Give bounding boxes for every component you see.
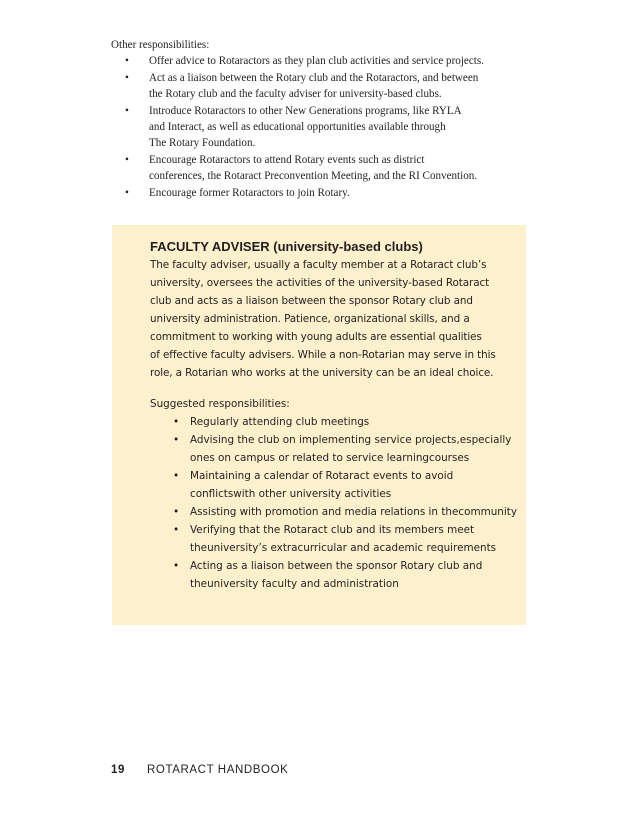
paragraph-line: The faculty adviser, usually a faculty member at a Rotaract club’s <box>150 259 487 271</box>
bullet-icon: • <box>173 416 180 428</box>
list-item <box>150 557 520 593</box>
list-item-line: with other university activities <box>233 488 392 500</box>
list-item <box>150 413 520 431</box>
list-item <box>150 521 520 557</box>
list-item-line: Regularly attending club meetings <box>190 416 370 428</box>
callout-title-main: FACULTY ADVISER <box>150 239 270 254</box>
bullet-icon: • <box>173 524 180 536</box>
list-item-line: Advising the club on implementing service projects, <box>190 434 460 446</box>
other-responsibilities-heading: Other responsibilities: <box>111 39 210 51</box>
bullet-icon: • <box>173 506 180 518</box>
bullet-icon: • <box>125 153 129 166</box>
list-item-line: university’s extracurricular and academic requirements <box>207 542 497 554</box>
list-item-line: The Rotary Foundation. <box>149 137 256 150</box>
list-item <box>111 70 541 103</box>
suggested-responsibilities-list <box>150 413 520 593</box>
list-item-line: community <box>458 506 517 518</box>
list-item <box>111 185 541 201</box>
other-responsibilities-list <box>111 53 541 201</box>
callout-paragraph <box>150 256 520 382</box>
paragraph-line: commitment to working with young adults are essential qualities <box>150 331 482 343</box>
suggested-responsibilities-heading: Suggested responsibilities: <box>150 398 290 410</box>
list-item <box>150 431 520 467</box>
paragraph-line: club and acts as a liaison between the sponsor Rotary club and <box>150 295 473 307</box>
list-item-line: Assisting with promotion and media relations in the <box>190 506 459 518</box>
list-item-line: courses <box>429 452 470 464</box>
bullet-icon: • <box>125 104 129 117</box>
footer-title: ROTARACT HANDBOOK <box>147 764 289 776</box>
bullet-icon: • <box>173 470 180 482</box>
list-item <box>111 53 541 69</box>
callout-title-suffix: (university-based clubs) <box>269 239 423 254</box>
paragraph-line: of effective faculty advisers. While a non-Rotarian may serve in this <box>150 349 496 361</box>
list-item-line: Maintaining a calendar of Rotaract events to avoid conflicts <box>190 470 454 500</box>
list-item-line: the Rotary club and the faculty adviser for university-based clubs. <box>149 88 442 101</box>
bullet-icon: • <box>125 186 129 199</box>
list-item-line: conferences, the Rotaract Preconvention Meeting, and the RI Convention. <box>149 170 478 183</box>
list-item <box>150 503 520 521</box>
list-item-line: Encourage Rotaractors to attend Rotary events such as district <box>149 153 425 166</box>
bullet-icon: • <box>173 560 180 572</box>
list-item-line: Verifying that the Rotaract club and its members meet the <box>190 524 475 554</box>
list-item-line: especially ones on campus or related to service learning <box>190 434 512 464</box>
callout-title <box>150 238 520 256</box>
list-item <box>111 103 541 152</box>
list-item-line: Offer advice to Rotaractors as they plan club activities and service projects. <box>149 55 484 68</box>
page-number: 19 <box>111 764 125 776</box>
list-item-line: Introduce Rotaractors to other New Generations programs, like RYLA <box>149 104 462 117</box>
bullet-icon: • <box>173 434 180 446</box>
list-item-line: and Interact, as well as educational opportunities available through <box>149 121 446 134</box>
faculty-adviser-callout <box>112 225 526 625</box>
list-item-line: Acting as a liaison between the sponsor Rotary club and the <box>190 560 483 590</box>
other-responsibilities-section <box>111 37 541 201</box>
list-item-line: university faculty and administration <box>207 578 399 590</box>
list-item-line: Encourage former Rotaractors to join Rotary. <box>149 186 350 199</box>
paragraph-line: university administration. Patience, organizational skills, and a <box>150 313 470 325</box>
list-item-line: Act as a liaison between the Rotary club and the Rotaractors, and between <box>149 71 479 84</box>
bullet-icon: • <box>125 71 129 84</box>
bullet-icon: • <box>125 55 129 68</box>
list-item <box>111 152 541 185</box>
list-item <box>150 467 520 503</box>
page-footer <box>111 764 288 776</box>
paragraph-line: role, a Rotarian who works at the university can be an ideal choice. <box>150 367 494 379</box>
paragraph-line: university, oversees the activities of the university-based Rotaract <box>150 277 490 289</box>
